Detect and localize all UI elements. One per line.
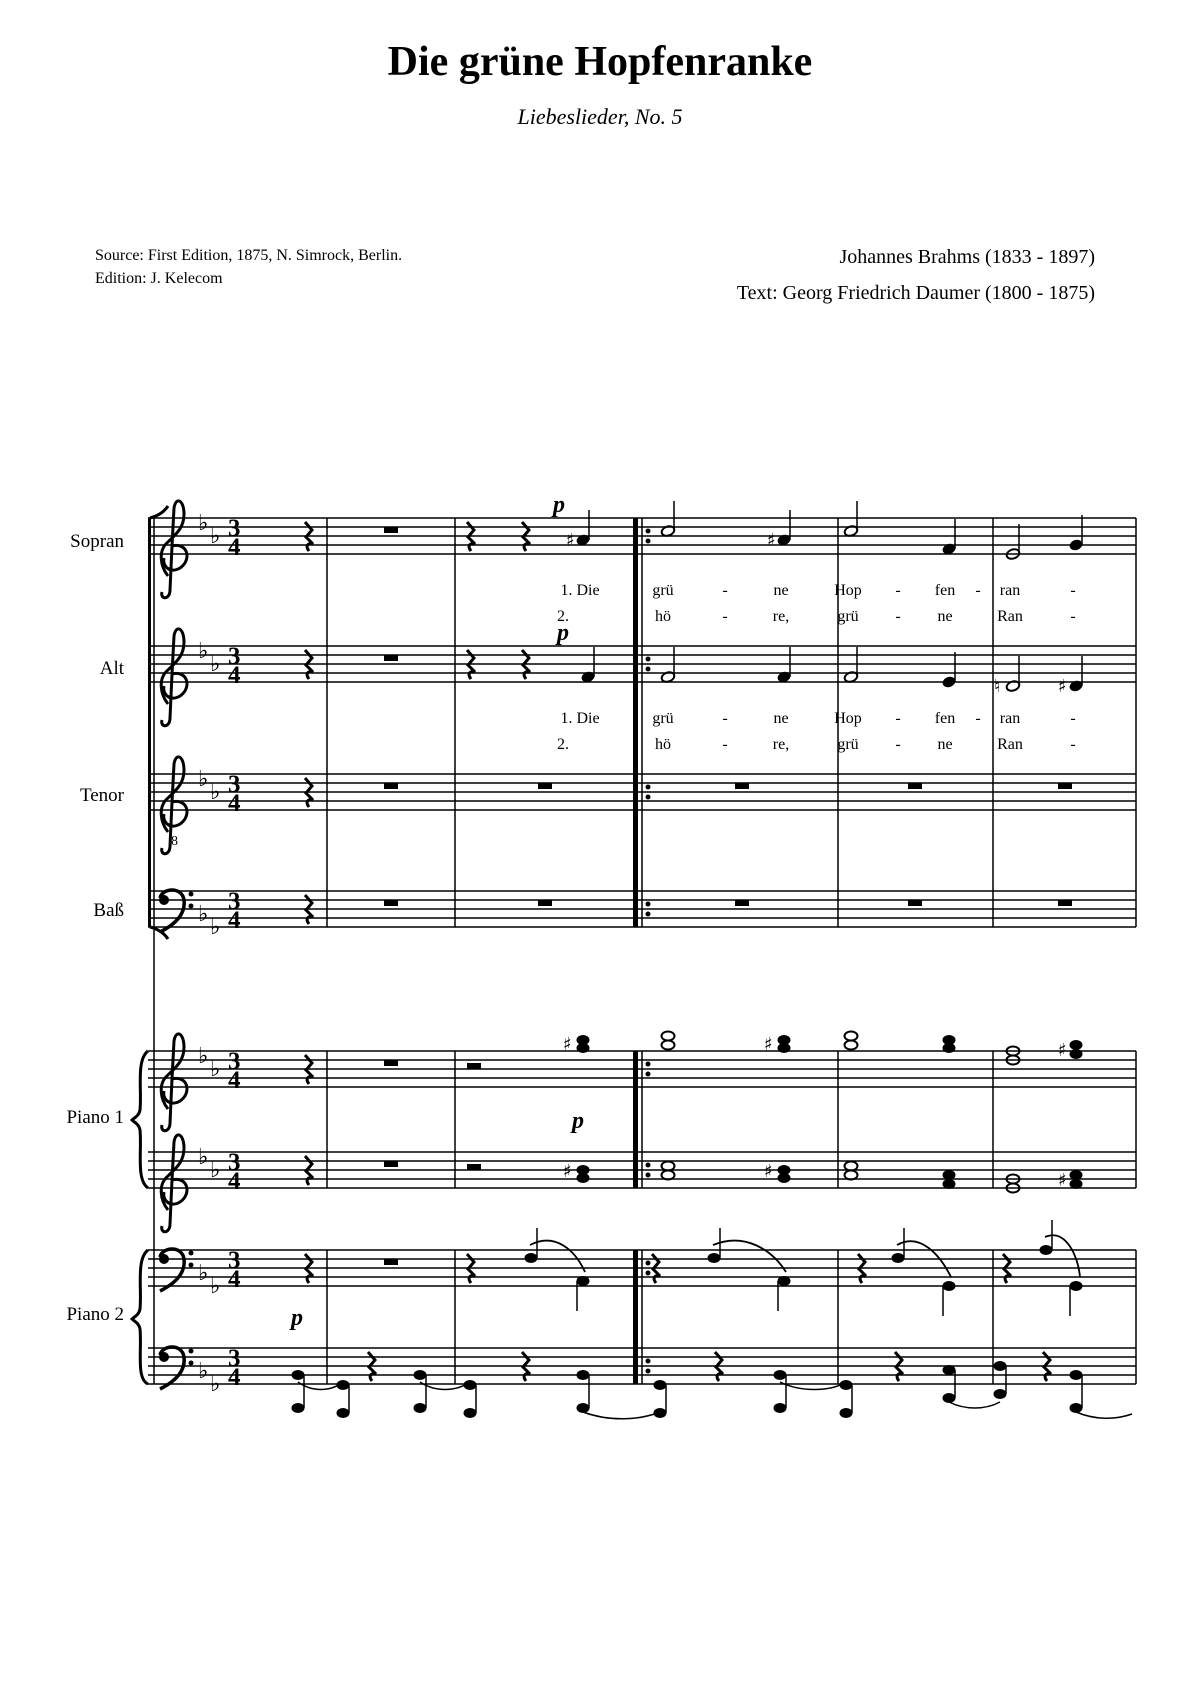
edition-line: Edition: J. Kelecom: [95, 270, 223, 287]
lyric-syllable: -: [975, 582, 981, 599]
lyric-syllable: -: [895, 608, 901, 625]
lyric-syllable: -: [895, 582, 901, 599]
svg-text:♭: ♭: [210, 780, 221, 805]
svg-text:3: 3: [228, 1345, 241, 1372]
lyric-syllable: grü: [652, 710, 674, 727]
lyric-syllable: fen: [934, 710, 956, 727]
svg-text:♭: ♭: [210, 652, 221, 677]
svg-text:♯: ♯: [566, 530, 575, 551]
instrument-label-alt: Alt: [99, 658, 124, 679]
svg-text:♭: ♭: [198, 1044, 209, 1069]
lyric-syllable: re,: [772, 736, 790, 753]
lyric-syllable: 1. Die: [560, 582, 600, 599]
svg-text:♭: ♭: [210, 524, 221, 549]
svg-text:4: 4: [228, 1168, 241, 1195]
key-signatures: [198, 511, 220, 1397]
instrument-label-piano-2: Piano 2: [66, 1304, 124, 1325]
lyric-syllable: grü: [652, 582, 674, 599]
svg-text:4: 4: [228, 907, 241, 934]
lyric-syllable: -: [722, 736, 728, 753]
dynamic-piano-1: p: [572, 1108, 584, 1134]
svg-text:4: 4: [228, 1067, 241, 1094]
lyric-syllable: fen: [934, 582, 956, 599]
lyric-syllable: Ran: [997, 736, 1023, 753]
svg-text:♯: ♯: [1058, 1040, 1067, 1061]
svg-text:3: 3: [228, 1149, 241, 1176]
svg-text:♯: ♯: [1058, 676, 1067, 697]
svg-text:♯: ♯: [563, 1161, 572, 1182]
lyric-syllable: ne: [773, 710, 789, 727]
svg-text:♭: ♭: [210, 915, 221, 940]
dynamic-sopran: p: [553, 492, 565, 518]
piano-2-brace: [132, 1250, 148, 1384]
svg-text:♭: ♭: [210, 1274, 221, 1299]
svg-text:4: 4: [228, 662, 241, 689]
dynamic-alt: p: [557, 620, 569, 646]
lyric-syllable: -: [722, 582, 728, 599]
bass-clef-icon: [159, 1249, 194, 1291]
svg-text:4: 4: [228, 1364, 241, 1391]
lyric-syllable: -: [895, 736, 901, 753]
svg-text:♯: ♯: [764, 1161, 773, 1182]
tenor-octave-mark: 8: [171, 834, 178, 849]
svg-text:♭: ♭: [210, 1057, 221, 1082]
time-signatures: [228, 515, 241, 1391]
instrument-label-piano-1: Piano 1: [66, 1107, 124, 1128]
svg-text:♭: ♭: [210, 1372, 221, 1397]
lyric-syllable: Ran: [997, 608, 1023, 625]
svg-text:3: 3: [228, 643, 241, 670]
lyric-syllable: -: [895, 710, 901, 727]
svg-text:♯: ♯: [767, 530, 776, 551]
svg-text:♭: ♭: [198, 511, 209, 536]
svg-text:4: 4: [228, 1266, 241, 1293]
instrument-label-bass: Baß: [93, 900, 124, 921]
piano-1-brace: [132, 1051, 148, 1188]
lyric-syllable: grü: [837, 608, 859, 625]
lyric-syllable: Hop: [834, 710, 862, 727]
svg-text:♭: ♭: [198, 1359, 209, 1384]
rests: [305, 522, 1072, 1381]
lyric-syllable: -: [1070, 582, 1076, 599]
svg-text:♭: ♭: [198, 1261, 209, 1286]
lyric-syllable: ne: [937, 736, 953, 753]
treble-clef-icon: [161, 1034, 187, 1131]
lyric-syllable: re,: [772, 608, 790, 625]
svg-text:3: 3: [228, 515, 241, 542]
treble-clef-icon: [161, 629, 187, 726]
svg-text:♯: ♯: [764, 1034, 773, 1055]
bass-clef-icon: [159, 1347, 194, 1389]
svg-text:♯: ♯: [1058, 1170, 1067, 1191]
notes-sopran: [566, 501, 1083, 560]
lyric-syllable: -: [975, 710, 981, 727]
instrument-label-tenor: Tenor: [79, 785, 124, 806]
lyric-syllable: -: [722, 710, 728, 727]
svg-text:3: 3: [228, 888, 241, 915]
svg-text:♭: ♭: [198, 1145, 209, 1170]
svg-text:♭: ♭: [198, 767, 209, 792]
barlines: [327, 518, 1136, 1384]
lyric-syllable: -: [1070, 608, 1076, 625]
lyric-syllable: ne: [773, 582, 789, 599]
dynamic-piano-2: p: [291, 1305, 303, 1331]
notes-piano-2-lower: [292, 1362, 1132, 1419]
source-line: Source: First Edition, 1875, N. Simrock, Berlin.: [95, 247, 403, 264]
lyric-syllable: 2.: [557, 736, 569, 753]
lyric-syllable: ran: [999, 582, 1021, 599]
lyric-syllable: -: [722, 608, 728, 625]
svg-text:♭: ♭: [198, 902, 209, 927]
treble-clef-icon: [161, 1135, 187, 1232]
lyric-syllable: grü: [837, 736, 859, 753]
page-subtitle: Liebeslieder, No. 5: [517, 104, 683, 129]
lyric-syllable: hö: [655, 608, 671, 625]
svg-text:♯: ♯: [563, 1034, 572, 1055]
svg-text:♭: ♭: [210, 1158, 221, 1183]
instrument-label-sopran: Sopran: [70, 531, 124, 552]
svg-text:3: 3: [228, 1048, 241, 1075]
lyric-syllable: -: [1070, 710, 1076, 727]
treble-clef-icon: [161, 501, 187, 598]
lyric-syllable: ran: [999, 710, 1021, 727]
page-title: Die grüne Hopfenranke: [387, 39, 813, 85]
composer-line: Johannes Brahms (1833 - 1897): [839, 246, 1095, 268]
svg-text:♭: ♭: [198, 639, 209, 664]
lyric-syllable: 1. Die: [560, 710, 600, 727]
svg-text:3: 3: [228, 1247, 241, 1274]
lyric-syllable: 2.: [557, 608, 569, 625]
svg-text:4: 4: [228, 790, 241, 817]
text-author-line: Text: Georg Friedrich Daumer (1800 - 1875): [736, 282, 1095, 304]
lyric-syllable: ne: [937, 608, 953, 625]
lyric-syllable: Hop: [834, 582, 862, 599]
svg-text:3: 3: [228, 771, 241, 798]
svg-text:♮: ♮: [994, 676, 1001, 697]
lyric-syllable: hö: [655, 736, 671, 753]
lyric-syllable: -: [1070, 736, 1076, 753]
repeat-barline: [633, 518, 651, 1384]
bass-clef-icon: [159, 890, 194, 932]
svg-text:4: 4: [228, 534, 241, 561]
